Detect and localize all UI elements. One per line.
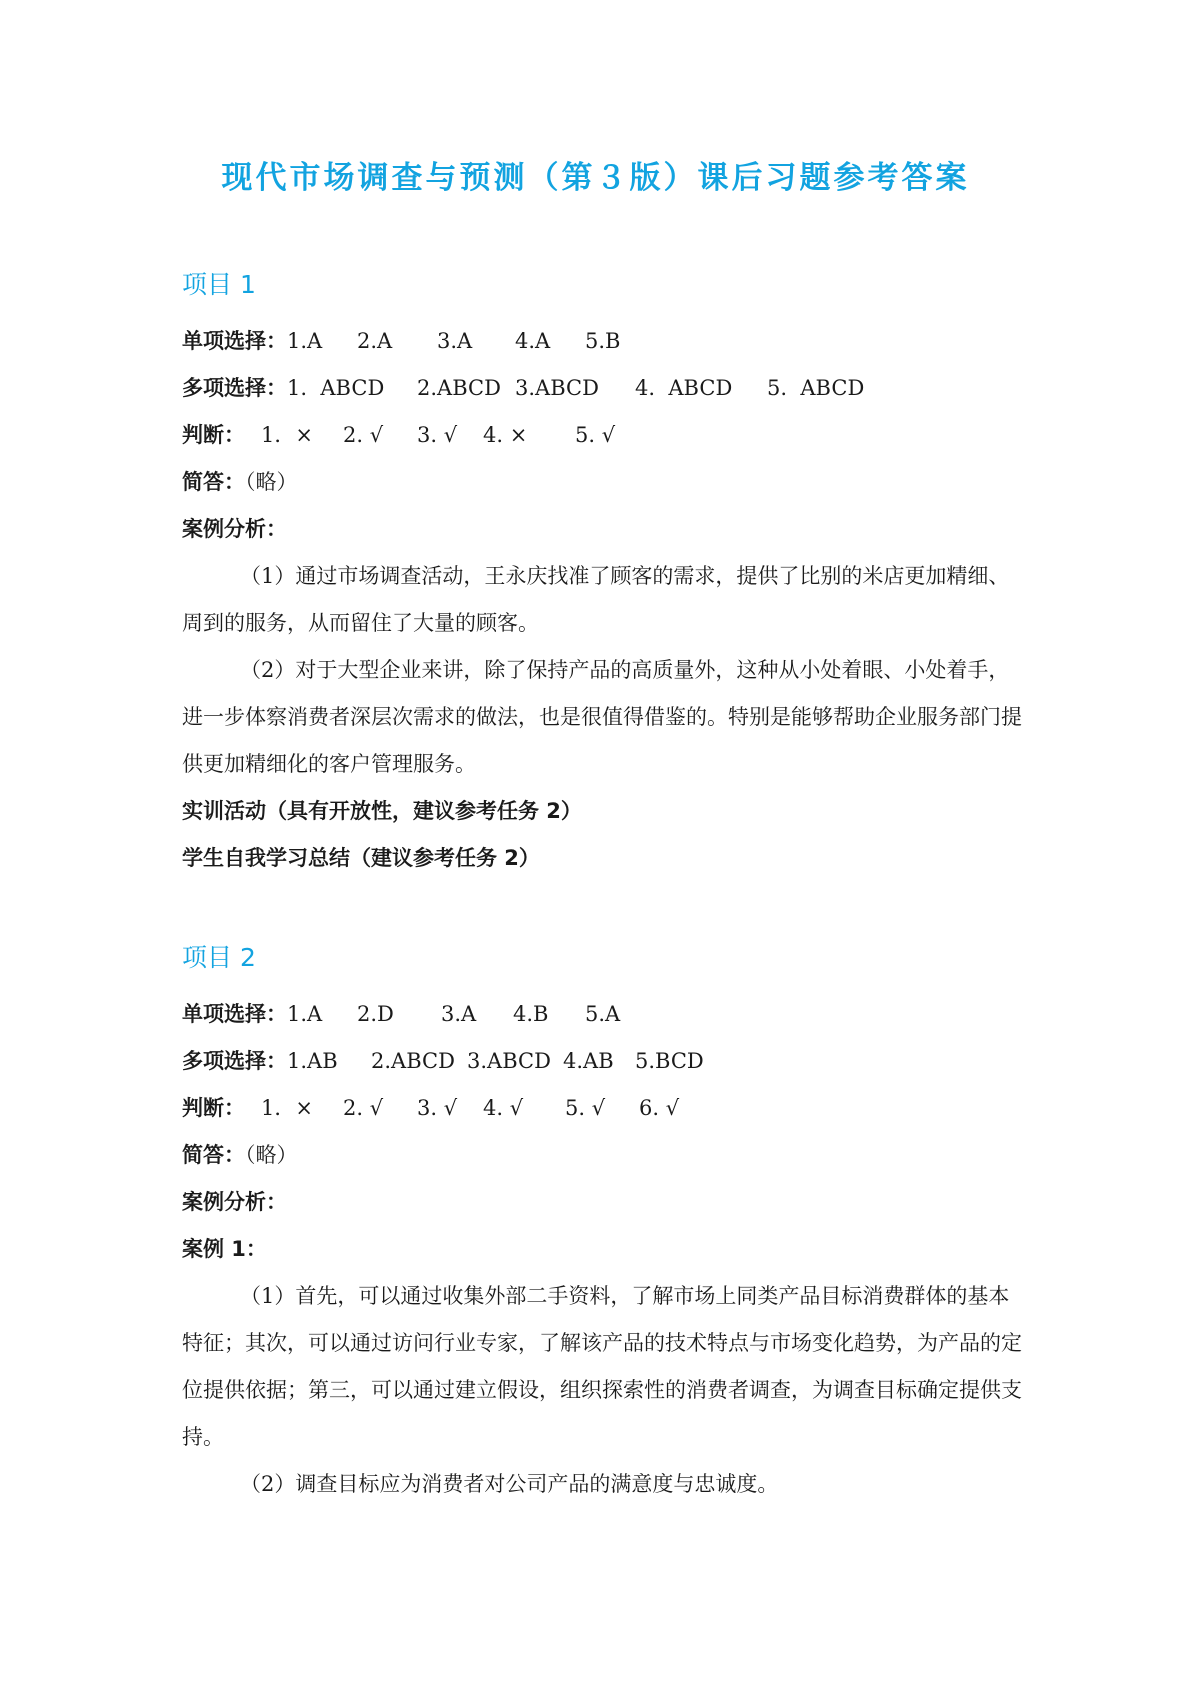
case-1-label: 案例 1：	[182, 1237, 267, 1261]
answer: 5. ABCD	[767, 376, 865, 400]
answer: 3.A	[441, 1002, 477, 1026]
case-paragraph: （2）调查目标应为消费者对公司产品的满意度与忠诚度。	[240, 1472, 779, 1496]
single-choice-label: 单项选择：	[182, 329, 287, 353]
answer: 2.ABCD	[417, 376, 501, 400]
p2-judgment-line	[182, 1085, 1022, 1132]
project-1-heading: 项目 1	[182, 270, 256, 299]
answer: 2.A	[357, 329, 393, 353]
case-paragraph: （2）对于大型企业来讲，除了保持产品的高质量外，这种从小处着眼、小处着手，进一步体察消费者深层次需求的做法，也是很值得借鉴的。特别是能够帮助企业服务部门提供更加精细化的客户管理服务。	[182, 658, 1022, 776]
answer: 3. √	[417, 423, 458, 447]
answer: 1．×	[261, 423, 313, 447]
p1-short-answer-line	[182, 459, 1022, 506]
judgment-label: 判断：	[182, 423, 245, 447]
p1-single-choice-line	[182, 318, 1022, 365]
short-answer-value: （略）	[245, 470, 298, 494]
answer: 2. √	[343, 1096, 384, 1120]
answer: 5.BCD	[635, 1049, 704, 1073]
answer: 5.B	[585, 329, 621, 353]
answer: 3.ABCD	[515, 376, 599, 400]
project-1-section	[182, 262, 1022, 882]
self-study-summary: 学生自我学习总结（建议参考任务 2）	[182, 846, 540, 870]
multiple-choice-label: 多项选择：	[182, 1049, 287, 1073]
project-2-heading: 项目 2	[182, 943, 256, 972]
p2-multiple-choice-line	[182, 1038, 1022, 1085]
answer: 4. ABCD	[635, 376, 733, 400]
answer: 1.A	[287, 329, 323, 353]
p1-judgment-line	[182, 412, 1022, 459]
answer: 4.B	[513, 1002, 549, 1026]
answer: 1.AB	[287, 1049, 338, 1073]
answer: 3.ABCD	[467, 1049, 551, 1073]
answer: 3. √	[417, 1096, 458, 1120]
answer: 5.A	[585, 1002, 621, 1026]
document-title: 现代市场调查与预测（第３版）课后习题参考答案	[221, 160, 970, 196]
answer: 3.A	[437, 329, 473, 353]
case-analysis-label: 案例分析：	[182, 1190, 287, 1214]
project-2-section	[182, 935, 1022, 1508]
answer: 1.A	[287, 1002, 323, 1026]
answer: 1．×	[261, 1096, 313, 1120]
answer: 2.D	[357, 1002, 394, 1026]
answer: 5. √	[565, 1096, 606, 1120]
p1-multiple-choice-line	[182, 365, 1022, 412]
answer: 4. √	[483, 1096, 524, 1120]
answer: 6. √	[639, 1096, 680, 1120]
answer: 4.AB	[563, 1049, 614, 1073]
multiple-choice-label: 多项选择：	[182, 376, 287, 400]
p2-short-answer-line	[182, 1132, 1022, 1179]
short-answer-value: （略）	[245, 1143, 298, 1167]
answer: 1. ABCD	[287, 376, 385, 400]
answer: 4. ×	[483, 423, 528, 447]
judgment-label: 判断：	[182, 1096, 245, 1120]
case-analysis-label: 案例分析：	[182, 517, 287, 541]
p2-single-choice-line	[182, 991, 1022, 1038]
answer: 5. √	[575, 423, 616, 447]
answer: 2. √	[343, 423, 384, 447]
case-paragraph: （1）首先，可以通过收集外部二手资料，了解市场上同类产品目标消费群体的基本特征；其次，可以通过访问行业专家，了解该产品的技术特点与市场变化趋势，为产品的定位提供依据；第三，可以通过建立假设，组织探索性的消费者调查，为调查目标确定提供支持。	[182, 1284, 1022, 1449]
short-answer-label: 简答：	[182, 470, 245, 494]
single-choice-label: 单项选择：	[182, 1002, 287, 1026]
answer: 2.ABCD	[371, 1049, 455, 1073]
short-answer-label: 简答：	[182, 1143, 245, 1167]
case-paragraph: （1）通过市场调查活动，王永庆找准了顾客的需求，提供了比别的米店更加精细、周到的服务，从而留住了大量的顾客。	[182, 564, 1010, 635]
training-activity: 实训活动（具有开放性，建议参考任务 2）	[182, 799, 582, 823]
answer: 4.A	[515, 329, 551, 353]
